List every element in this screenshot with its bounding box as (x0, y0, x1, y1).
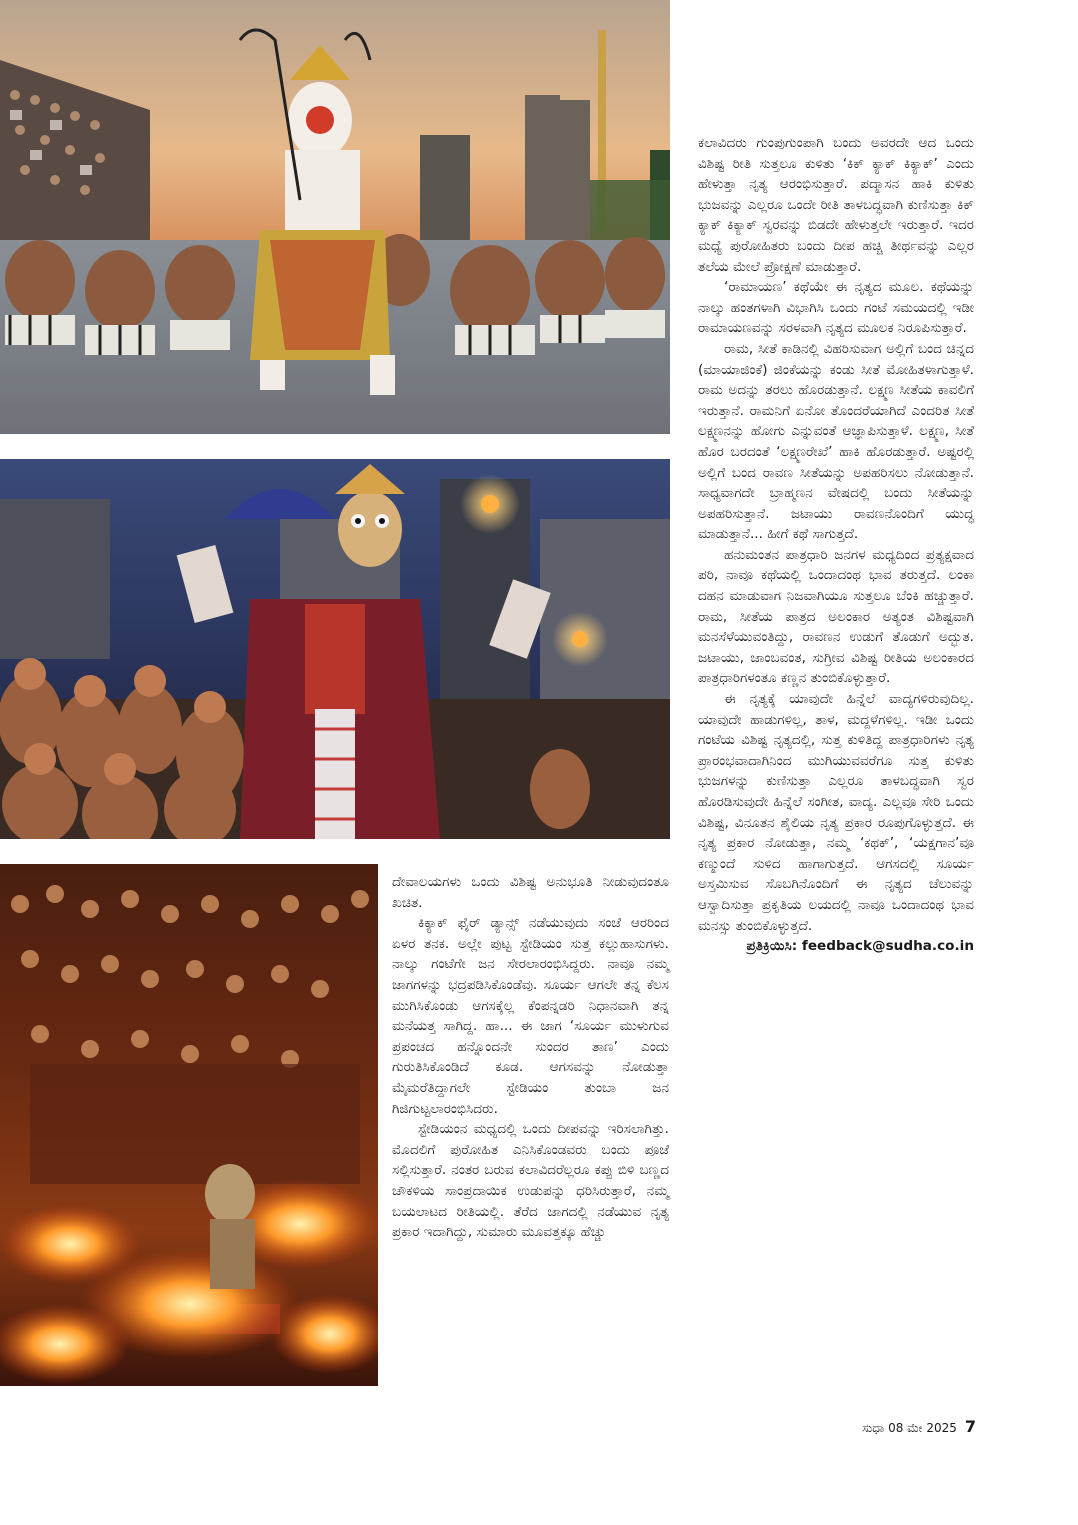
article-paragraph: ದೇವಾಲಯಗಳು ಒಂದು ವಿಶಿಷ್ಟ ಅನುಭೂತಿ ನೀಡುವುದಂತೂ ಖಚಿತ. (392, 874, 669, 911)
article-right-column (698, 133, 974, 957)
page-number: 7 (964, 1417, 976, 1436)
article-paragraph: ಹನುಮಂತನ ಪಾತ್ರಧಾರಿ ಜನಗಳ ಮಧ್ಯದಿಂದ ಪ್ರತ್ಯಕ್ಷವಾದ ಪರಿ, ನಾವೂ ಕಥೆಯಲ್ಲಿ ಒಂದಾದಂಥ ಭಾವ ತರುತ್ತದೆ. ಲಂಕಾ ದಹನ ಮಾಡುವಾಗ ನಿಜವಾಗಿಯೂ ಸುತ್ತಲೂ ಬೆಂಕಿ ಹಚ್ಚುತ್ತಾರೆ. ರಾಮ, ಸೀತೆಯ ಪಾತ್ರದ ಅಲಂಕಾರ ಅತ್ಯಂತ ವಿಶಿಷ್ಟವಾಗಿ ಮನಸೆಳೆಯುವಂತಿದ್ದು, ರಾವಣನ ಉಡುಗೆ ತೊಡುಗೆ ಅದ್ಭುತ. ಜಟಾಯು, ಜಾಂಬವಂತ, ಸುಗ್ರೀವ ವಿಶಿಷ್ಟ ರೀತಿಯ ಅಲಂಕಾರದ ಪಾತ್ರಧಾರಿಗಳಂತೂ ಕಣ್ಣನ ತುಂಬಿಕೊಳ್ಳುತ್ತಾರೆ. (698, 546, 974, 687)
kecak-fire-dance-photo (0, 864, 378, 1386)
article-paragraph: ‘ರಾಮಾಯಣ’ ಕಥೆಯೇ ಈ ನೃತ್ಯದ ಮೂಲ. ಕಥೆಯನ್ನು ನಾಲ್ಕು ಹಂತಗಳಾಗಿ ವಿಭಾಗಿಸಿ ಒಂದು ಗಂಟೆ ಸಮಯದಲ್ಲಿ ಇಡೀ ರಾಮಾಯಣವನ್ನು ಸರಳವಾಗಿ ನೃತ್ಯದ ಮೂಲಕ ನಿರೂಪಿಸುತ್ತಾರೆ. (698, 279, 974, 337)
kecak-dance-ravana-photo (0, 459, 670, 839)
kecak-dance-hanuman-photo (0, 0, 670, 434)
article-paragraph: ಕಿಕ್ಯಾಕ್ ಫೈರ್ ಡ್ಯಾನ್ಸ್ ನಡೆಯುವುದು ಸಂಜೆ ಆರರಿಂದ ಏಳರ ತನಕ. ಅಲ್ಲೇ ಪುಟ್ಟ ಸ್ಟೇಡಿಯಂ ಸುತ್ತ ಕಲ್ಲುಹಾಸುಗಳು. ನಾಲ್ಕು ಗಂಟೆಗೇ ಜನ ಸೇರಲಾರಂಭಿಸಿದ್ದರು. ನಾವೂ ನಮ್ಮ ಜಾಗಗಳನ್ನು ಭದ್ರಪಡಿಸಿಕೊಂಡೆವು. ಸೂರ್ಯ ಆಗಲೇ ತನ್ನ ಕೆಲಸ ಮುಗಿಸಿಕೊಂಡು ಆಗಸಕ್ಕೆಲ್ಲ ಕೆಂಪನ್ನಡರಿ ನಿಧಾನವಾಗಿ ತನ್ನ ಮನೆಯತ್ತ ಸಾಗಿದ್ದ. ಹಾ... ಈ ಜಾಗ ‘ಸೂರ್ಯ ಮುಳುಗುವ ಪ್ರಪಂಚದ ಹನ್ನೊಂದನೇ ಸುಂದರ ತಾಣ’ ಎಂದು ಗುರುತಿಸಿಕೊಂಡಿದೆ ಕೂಡ. ಆಗಸವನ್ನು ನೋಡುತ್ತಾ ಮೈಮರೆತಿದ್ದಾಗಲೇ ಸ್ಟೇಡಿಯಂ ತುಂಬಾ ಜನ ಗಿಜಿಗುಟ್ಟಲಾರಂಭಿಸಿದರು. (392, 915, 669, 1117)
article-left-column (392, 872, 669, 1243)
issue-info: ಸುಧಾ 08 ಮೇ 2025 (862, 1421, 957, 1435)
article-paragraph: ಸ್ಟೇಡಿಯಂನ ಮಧ್ಯದಲ್ಲಿ ಒಂದು ದೀಪವನ್ನು ಇರಿಸಲಾಗಿತ್ತು. ಮೊದಲಿಗೆ ಪುರೋಹಿತ ಎನಿಸಿಕೊಂಡವರು ಬಂದು ಪೂಜೆ ಸಲ್ಲಿಸುತ್ತಾರೆ. ನಂತರ ಬರುವ ಕಲಾವಿದರೆಲ್ಲರೂ ಕಪ್ಪು ಬಿಳಿ ಬಣ್ಣದ ಚೌಕಳಿಯ ಸಾಂಪ್ರದಾಯಿಕ ಉಡುಪನ್ನು ಧರಿಸಿರುತ್ತಾರೆ, ನಮ್ಮ ಬಯಲಾಟದ ರೀತಿಯಲ್ಲಿ. ತೆರೆದ ಜಾಗದಲ್ಲಿ ನಡೆಯುವ ನೃತ್ಯ ಪ್ರಕಾರ ಇದಾಗಿದ್ದು, ಸುಮಾರು ಮೂವತ್ತಕ್ಕೂ ಹೆಚ್ಚು (392, 1121, 669, 1241)
article-paragraph: ಈ ನೃತ್ಯಕ್ಕೆ ಯಾವುದೇ ಹಿನ್ನೆಲೆ ವಾದ್ಯಗಳಿರುವುದಿಲ್ಲ. ಯಾವುದೇ ಹಾಡುಗಳಿಲ್ಲ, ತಾಳ, ಮದ್ದಳೆಗಳಿಲ್ಲ. ಇಡೀ ಒಂದು ಗಂಟೆಯ ವಿಶಿಷ್ಟ ನೃತ್ಯದಲ್ಲಿ, ಸುತ್ತ ಕುಳಿತಿದ್ದ ಪಾತ್ರಧಾರಿಗಳು ನೃತ್ಯ ಪ್ರಾರಂಭವಾದಾಗಿನಿಂದ ಮುಗಿಯುವವರೆಗೂ ಸುತ್ತ ಕುಳಿತು ಭುಜಗಳನ್ನು ಕುಣಿಸುತ್ತಾ ಎಲ್ಲರೂ ತಾಳಬದ್ಧವಾಗಿ ಸ್ವರ ಹೊರಡಿಸುವುದೇ ಹಿನ್ನೆಲೆ ಸಂಗೀತ, ವಾದ್ಯ. ಎಲ್ಲವೂ ಸೇರಿ ಒಂದು ವಿಶಿಷ್ಟ, ವಿನೂತನ ಶೈಲಿಯ ನೃತ್ಯ ಪ್ರಕಾರ ರೂಪುಗೊಳ್ಳುತ್ತದೆ. ಈ ನೃತ್ಯ ಪ್ರಕಾರ ನೋಡುತ್ತಾ, ನಮ್ಮ ‘ಕಥಕ್’, ‘ಯಕ್ಷಗಾನ’ವೂ ಕಣ್ಮುಂದೆ ಸುಳಿದ ಹಾಗಾಗುತ್ತದೆ. ಆಗಸದಲ್ಲಿ ಸೂರ್ಯ ಅಸ್ತಮಿಸುವ ಸೊಬಗಿನೊಂದಿಗೆ ಈ ನೃತ್ಯದ ಚೆಲುವನ್ನು ಆಸ್ವಾದಿಸುತ್ತಾ ಪ್ರಕೃತಿಯ ಲಯದಲ್ಲಿ ನಾವೂ ಒಂದಾದಂಥ ಭಾವ ಮನಸ್ಸು ತುಂಬಿಕೊಳ್ಳುತ್ತದೆ. (698, 691, 974, 934)
feedback-line: ಪ್ರತಿಕ್ರಿಯಿಸಿ: feedback@sudha.co.in (746, 938, 974, 955)
page-footer (800, 1417, 976, 1436)
article-paragraph: ರಾಮ, ಸೀತೆ ಕಾಡಿನಲ್ಲಿ ವಿಹರಿಸುವಾಗ ಅಲ್ಲಿಗೆ ಬಂದ ಚಿನ್ನದ (ಮಾಯಾಜಿಂಕೆ) ಜಿಂಕೆಯನ್ನು ಕಂಡು ಸೀತೆ ಮೋಹಿತಳಾಗುತ್ತಾಳೆ. ರಾಮ ಅದನ್ನು ತರಲು ಹೊರಡುತ್ತಾನೆ. ಲಕ್ಷ್ಮಣ ಸೀತೆಯ ಕಾವಲಿಗೆ ಇರುತ್ತಾನೆ. ರಾಮನಿಗೆ ಏನೋ ತೊಂದರೆಯಾಗಿದೆ ಎಂದರಿತ ಸೀತೆ ಲಕ್ಷ್ಮಣನನ್ನು ಹೋಗು ಎನ್ನುವಂತೆ ಆಜ್ಞಾಪಿಸುತ್ತಾಳೆ. ಲಕ್ಷ್ಮಣ, ಸೀತೆ ಹೊರ ಬರದಂತೆ ‘ಲಕ್ಷ್ಮಣರೇಖೆ’ ಹಾಕಿ ಹೊರಡುತ್ತಾರೆ. ಅಷ್ಟರಲ್ಲಿ ಅಲ್ಲಿಗೆ ಬಂದ ರಾವಣ ಸೀತೆಯನ್ನು ಅಪಹರಿಸಲು ನೋಡುತ್ತಾನೆ. ಸಾಧ್ಯವಾಗದೇ ಬ್ರಾಹ್ಮಣನ ವೇಷದಲ್ಲಿ ಬಂದು ಸೀತೆಯನ್ನು ಅಪಹರಿಸುತ್ತಾನೆ. ಜಟಾಯು ರಾವಣನೊಂದಿಗೆ ಯುದ್ಧ ಮಾಡುತ್ತಾನೆ... ಹೀಗೆ ಕಥೆ ಸಾಗುತ್ತದೆ. (698, 340, 974, 543)
article-paragraph: ಕಲಾವಿದರು ಗುಂಪುಗುಂಪಾಗಿ ಬಂದು ಅವರದೇ ಆದ ಒಂದು ವಿಶಿಷ್ಟ ರೀತಿ ಸುತ್ತಲೂ ಕುಳಿತು ‘ಕಿಕ್ ಕ್ಯಾಕ್ ಕಿಕ್ಯಾಕ್’ ಎಂದು ಹೇಳುತ್ತಾ ನೃತ್ಯ ಆರಂಭಿಸುತ್ತಾರೆ. ಪದ್ಮಾಸನ ಹಾಕಿ ಕುಳಿತು ಭುಜವನ್ನು ಎಲ್ಲರೂ ಒಂದೇ ರೀತಿ ತಾಳಬದ್ಧವಾಗಿ ಕುಣಿಸುತ್ತಾ ಕಿಕ್ ಕ್ಯಾಕ್ ಕಿಕ್ಯಾಕ್ ಸ್ವರವನ್ನು ಬಿಡದೇ ಹೇಳುತ್ತಲೇ ಇರುತ್ತಾರೆ. ಇದರ ಮಧ್ಯೆ ಪುರೋಹಿತರು ಬಂದು ದೀಪ ಹಚ್ಚಿ ತೀರ್ಥವನ್ನು ಎಲ್ಲರ ತಲೆಯ ಮೇಲೆ ಪ್ರೋಕ್ಷಣೆ ಮಾಡುತ್ತಾರೆ. (698, 135, 974, 275)
